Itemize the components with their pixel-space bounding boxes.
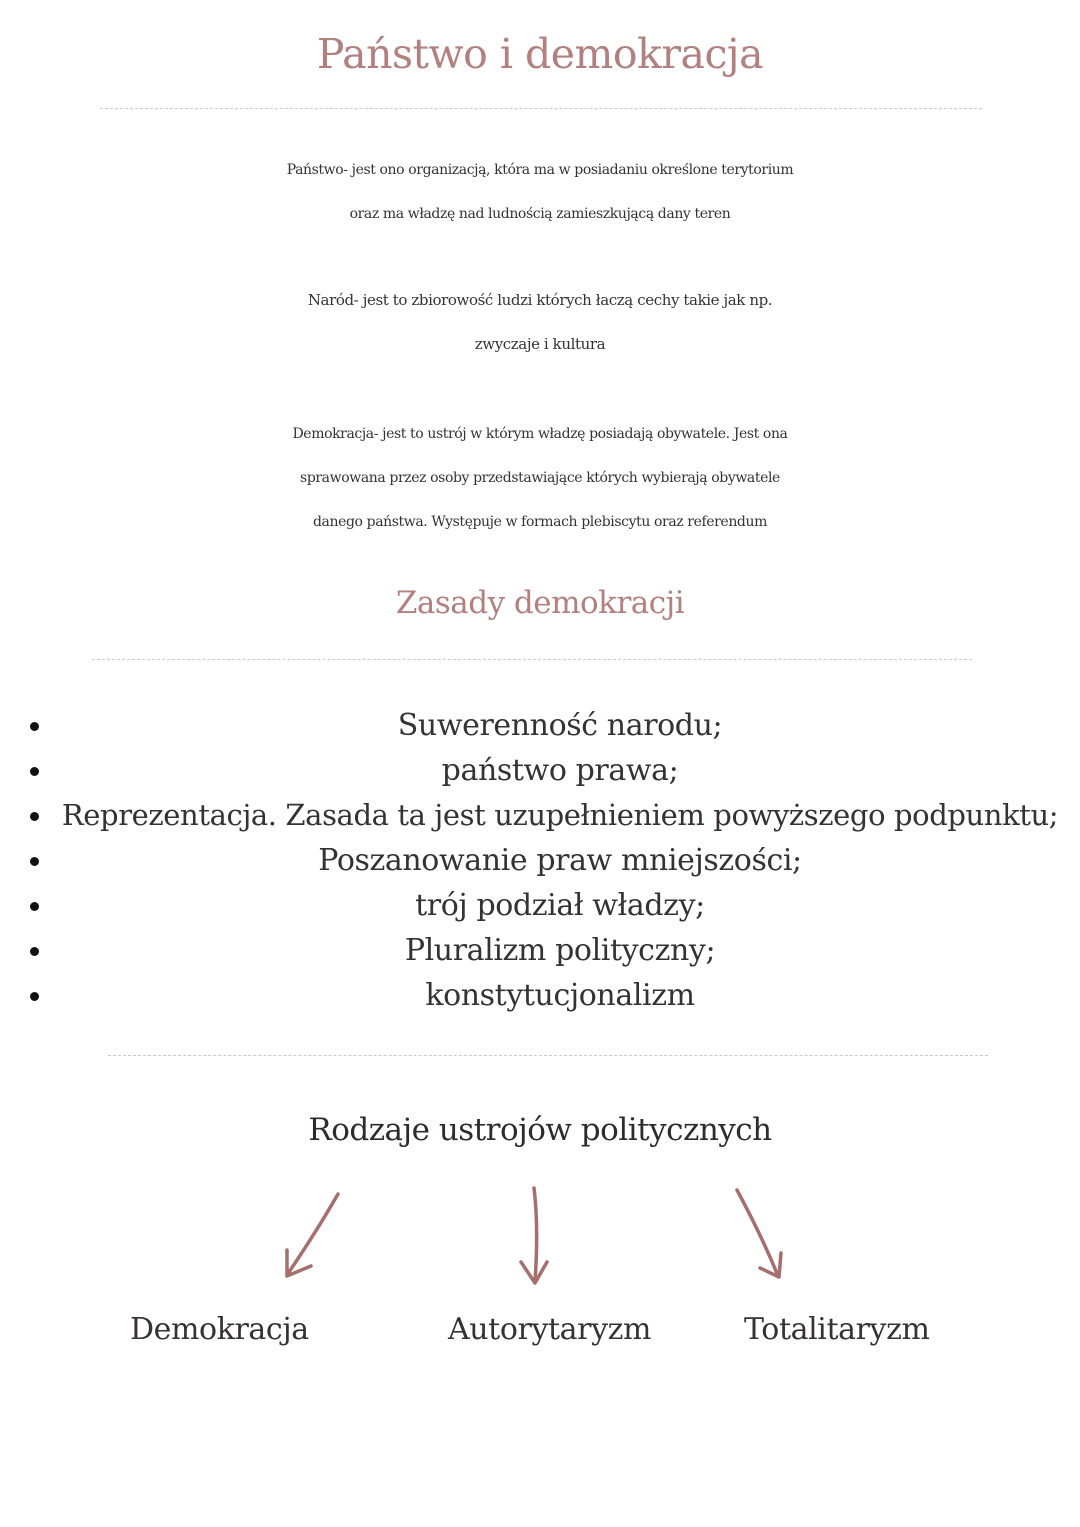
principles-title: Zasady demokracji — [395, 585, 685, 621]
definition-demokracja-line: sprawowana przez osoby przedstawiające których wybierają obywatele — [300, 470, 780, 486]
title-divider — [100, 108, 982, 109]
arrow-middle-icon — [521, 1188, 547, 1283]
list-item — [0, 793, 1080, 838]
arrow-left-icon — [287, 1194, 338, 1276]
principles-list — [0, 703, 1080, 1018]
definition-demokracja-line: Demokracja- jest to ustrój w którym władzę posiadają obywatele. Jest ona — [292, 426, 788, 442]
arrow-right-icon — [737, 1190, 781, 1277]
definition-demokracja-line: danego państwa. Występuje w formach plebiscytu oraz referendum — [312, 514, 767, 530]
list-item — [0, 883, 1080, 928]
bullet-icon — [30, 857, 39, 866]
list-item-text: Poszanowanie praw mniejszości; — [318, 843, 802, 878]
list-item-text: konstytucjonalizm — [425, 978, 695, 1013]
list-item-text: trój podział władzy; — [415, 888, 705, 923]
bullet-icon — [30, 947, 39, 956]
type-totalitaryzm: Totalitaryzm — [744, 1312, 930, 1347]
list-item-text: Suwerenność narodu; — [397, 708, 723, 743]
definition-panstwo-line: oraz ma władzę nad ludnością zamieszkującą dany teren — [349, 206, 731, 222]
bullet-icon — [30, 722, 39, 731]
definition-demokracja — [0, 412, 1080, 544]
bullet-icon — [30, 902, 39, 911]
list-item — [0, 748, 1080, 793]
page-title: Państwo i demokracja — [316, 30, 764, 78]
bullet-icon — [30, 767, 39, 776]
principles-divider — [92, 659, 972, 660]
definition-narod-line: Naród- jest to zbiorowość ludzi których łaczą cechy takie jak np. — [307, 291, 773, 309]
definition-panstwo — [0, 148, 1080, 236]
definition-panstwo-line: Państwo- jest ono organizacją, która ma w posiadaniu określone terytorium — [286, 162, 794, 178]
list-item-text: Reprezentacja. Zasada ta jest uzupełnieniem powyższego podpunktu; — [61, 798, 1059, 832]
list-item — [0, 703, 1080, 748]
definition-narod-line: zwyczaje i kultura — [474, 335, 606, 353]
type-demokracja: Demokracja — [130, 1312, 309, 1347]
list-item-text: państwo prawa; — [441, 753, 679, 788]
bullet-icon — [30, 812, 39, 821]
list-item — [0, 928, 1080, 973]
section-divider — [108, 1055, 988, 1056]
list-item — [0, 973, 1080, 1018]
type-autorytaryzm: Autorytaryzm — [448, 1312, 652, 1347]
bullet-icon — [30, 992, 39, 1001]
list-item-text: Pluralizm polityczny; — [404, 933, 716, 968]
definition-narod — [0, 278, 1080, 366]
types-title: Rodzaje ustrojów politycznych — [308, 1112, 772, 1148]
list-item — [0, 838, 1080, 883]
